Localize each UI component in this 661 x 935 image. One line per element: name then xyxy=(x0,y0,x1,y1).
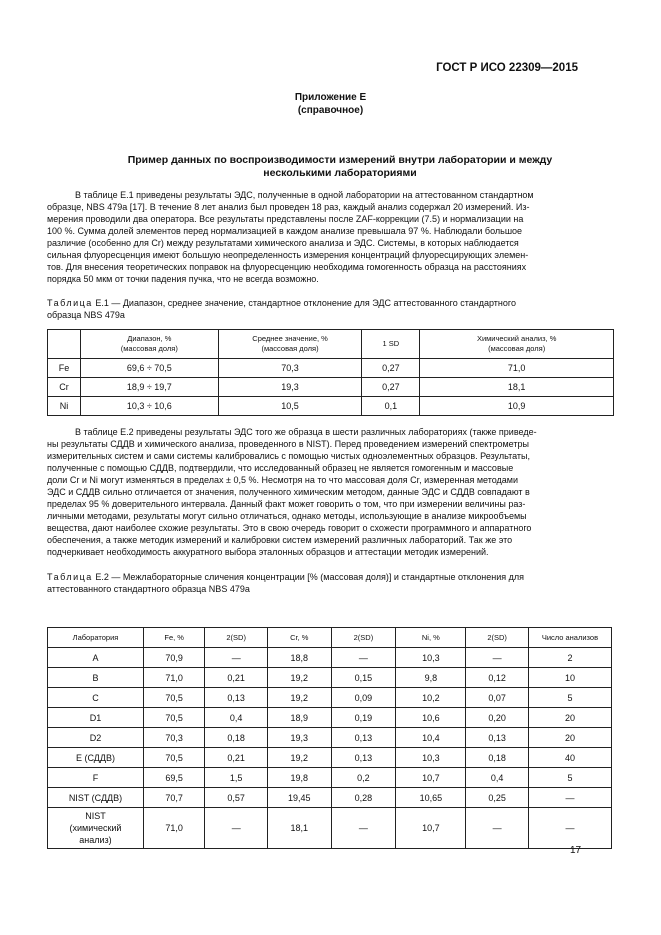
table1-cell: 0,1 xyxy=(362,397,420,416)
table2-cell: 70,7 xyxy=(143,788,204,808)
table2-cell: 0,18 xyxy=(466,748,529,768)
paragraph-line: измерительных систем и сами системы калибровались с помощью чистых одноэлементных образцов. Результаты, xyxy=(47,451,530,461)
table2-cell: 70,9 xyxy=(143,648,204,668)
paragraph-line: В таблице Е.1 приведены результаты ЭДС, полученные в одной лаборатории на аттестованном стандартном xyxy=(75,190,534,200)
paragraph-line: доли Cr и Ni могут изменяться в пределах ± 0,5 %. Несмотря на то что массовая доля Cr, измеренная методами xyxy=(47,475,519,485)
paragraph-line: пределах 95 % доверительного интервала. Данный факт может говорить о том, что при измерении величины раз- xyxy=(47,499,526,509)
table2-row xyxy=(48,748,612,768)
table2-cell: D1 xyxy=(48,708,144,728)
table2-row xyxy=(48,728,612,748)
table1-cell: 10,5 xyxy=(218,397,362,416)
table2-cell: — xyxy=(528,808,611,849)
table2-cell: 70,5 xyxy=(143,688,204,708)
table2-row xyxy=(48,788,612,808)
table2-cell: 0,4 xyxy=(205,708,268,728)
table2-cell: 2 xyxy=(528,648,611,668)
table1-header-text: 1 SD xyxy=(382,339,400,348)
page-number: 17 xyxy=(570,845,582,856)
paragraph-line: личными методами, результаты могут сильно отличаться, однако методы, использующие в анализе микрообъемы xyxy=(47,511,527,521)
table2-cell: 19,2 xyxy=(267,748,331,768)
table2-cell: 19,45 xyxy=(267,788,331,808)
table2-cell: 0,21 xyxy=(205,748,268,768)
table2-row xyxy=(48,688,612,708)
table2-cell: 10,6 xyxy=(396,708,466,728)
table2-cell: 70,5 xyxy=(143,708,204,728)
table1-cell: 19,3 xyxy=(218,378,362,397)
table1-cell: Fe xyxy=(48,359,81,378)
table2-header-cell: 2(SD) xyxy=(331,628,396,648)
table1-cell: 18,1 xyxy=(420,378,614,397)
table1-header-cell xyxy=(218,330,362,359)
table1-cell: 70,3 xyxy=(218,359,362,378)
table1-cell: 69,6 ÷ 70,5 xyxy=(80,359,218,378)
table2-cell: 20 xyxy=(528,708,611,728)
table2-cell: 0,4 xyxy=(466,768,529,788)
paragraph-line: порядка 50 мкм от точки падения пучка, что не всегда возможно. xyxy=(47,274,319,284)
table1-header-text: (массовая доля) xyxy=(120,344,178,353)
table-2 xyxy=(47,627,612,849)
table2-caption xyxy=(47,571,614,595)
table2-cell: 18,8 xyxy=(267,648,331,668)
table2-cell: 0,18 xyxy=(205,728,268,748)
paragraph-line: ЭДС и СДДВ сильно отличается от значения, полученного химическим методом, данные ЭДС и СДДВ совпадают в xyxy=(47,487,530,497)
section-title xyxy=(60,154,620,180)
table2-cell: 5 xyxy=(528,688,611,708)
table2-cell: 0,07 xyxy=(466,688,529,708)
table2-cell: B xyxy=(48,668,144,688)
table2-cell: 0,21 xyxy=(205,668,268,688)
table1-cell: 10,9 xyxy=(420,397,614,416)
table1-row xyxy=(48,359,614,378)
table2-row xyxy=(48,668,612,688)
table2-header-cell: Ni, % xyxy=(396,628,466,648)
table2-cell: 0,2 xyxy=(331,768,396,788)
table1-header-cell xyxy=(420,330,614,359)
table1-header-text: Среднее значение, % xyxy=(252,334,328,343)
table2-cell: A xyxy=(48,648,144,668)
paragraph-line: обеспечения, а также методик измерений и калибровки систем измерений различных лабораторий. Так же это xyxy=(47,535,513,545)
table2-cell: E (СДДВ) xyxy=(48,748,144,768)
table2-caption-label: Таблица xyxy=(47,572,93,582)
annex-title: Приложение Е xyxy=(294,92,367,103)
table2-cell: 5 xyxy=(528,768,611,788)
table1-cell: 0,27 xyxy=(362,378,420,397)
paragraph-line: В таблице Е.2 приведены результаты ЭДС того же образца в шести различных лабораториях (также приведе- xyxy=(75,427,537,437)
table1-row xyxy=(48,378,614,397)
table2-cell: 0,57 xyxy=(205,788,268,808)
table1-cell: 10,3 ÷ 10,6 xyxy=(80,397,218,416)
table2-cell: 0,20 xyxy=(466,708,529,728)
table2-cell: 19,2 xyxy=(267,688,331,708)
table2-cell: 10,7 xyxy=(396,808,466,849)
table-1 xyxy=(47,329,614,416)
table2-cell: — xyxy=(466,808,529,849)
table2-cell: 19,8 xyxy=(267,768,331,788)
table2-cell: 0,15 xyxy=(331,668,396,688)
paragraph-1 xyxy=(47,189,614,285)
section-title-line1: Пример данных по воспроизводимости измерений внутри лаборатории и между xyxy=(127,154,553,166)
table2-cell: NIST (СДДВ) xyxy=(48,788,144,808)
table1-cell: Cr xyxy=(48,378,81,397)
paragraph-line: образце, NBS 479a [17]. В течение 8 лет анализ был проведен 18 раз, каждый анализ содержал 20 измерений. Из- xyxy=(47,202,530,212)
table1-header-cell xyxy=(362,330,420,359)
table2-cell: 71,0 xyxy=(143,668,204,688)
table2-cell: — xyxy=(528,788,611,808)
table2-cell: C xyxy=(48,688,144,708)
standard-number: ГОСТ Р ИСО 22309—2015 xyxy=(436,62,578,74)
table1-header-text: (массовая доля) xyxy=(488,344,546,353)
table2-cell: 19,2 xyxy=(267,668,331,688)
table2-cell: 10 xyxy=(528,668,611,688)
table2-caption-text: Е.2 — Межлабораторные сличения концентрации [% (массовая доля)] и стандартные отклонения для xyxy=(95,572,525,582)
table2-cell: 0,13 xyxy=(205,688,268,708)
table1-caption-line2: образца NBS 479a xyxy=(47,310,125,320)
table2-cell: 10,65 xyxy=(396,788,466,808)
table2-cell: 18,9 xyxy=(267,708,331,728)
table1-header-text: (массовая доля) xyxy=(261,344,319,353)
section-title-line2: несколькими лабораториями xyxy=(263,167,417,179)
table2-cell: 69,5 xyxy=(143,768,204,788)
table2-cell: 70,5 xyxy=(143,748,204,768)
paragraph-line: подчеркивает необходимость аккуратного выбора эталонных образцов и аттестации методик измерений. xyxy=(47,547,489,557)
table2-row xyxy=(48,648,612,668)
paragraph-line: полученные с помощью СДДВ, подтвердили, что исследованный образец не является гомогенным и массовые xyxy=(47,463,514,473)
table1-caption-label: Таблица xyxy=(47,298,93,308)
annex-heading xyxy=(0,91,661,117)
table2-row xyxy=(48,768,612,788)
table2-header-cell: Fe, % xyxy=(143,628,204,648)
table2-cell: 19,3 xyxy=(267,728,331,748)
table2-cell: D2 xyxy=(48,728,144,748)
paragraph-line: мерения проводили два оператора. Все результаты представлены после ZAF-коррекции (7.5) и нормализации на xyxy=(47,214,524,224)
paragraph-line: тов. Для внесения теоретических поправок на флуоресценцию необходима гомогенность образца на расстояниях xyxy=(47,262,527,272)
table2-cell: 0,13 xyxy=(331,728,396,748)
table2-cell: 10,3 xyxy=(396,748,466,768)
annex-note: (справочное) xyxy=(297,105,364,116)
table1-cell: 71,0 xyxy=(420,359,614,378)
table2-cell: — xyxy=(331,648,396,668)
table2-header-cell: 2(SD) xyxy=(205,628,268,648)
table2-cell: 10,2 xyxy=(396,688,466,708)
table2-header-cell: Лаборатория xyxy=(48,628,144,648)
table2-cell: 20 xyxy=(528,728,611,748)
table2-cell: 70,3 xyxy=(143,728,204,748)
table2-cell: 40 xyxy=(528,748,611,768)
table2-cell: — xyxy=(205,648,268,668)
table2-cell: — xyxy=(331,808,396,849)
table2-caption-line2: аттестованного стандартного образца NBS 479a xyxy=(47,584,250,594)
paragraph-line: различие (особенно для Cr) между результатами химического анализа и ЭДС. Системы, в которых наблюдается xyxy=(47,238,519,248)
table2-cell: 0,28 xyxy=(331,788,396,808)
table2-cell: 0,25 xyxy=(466,788,529,808)
table1-header-cell xyxy=(48,330,81,359)
table1-cell: 18,9 ÷ 19,7 xyxy=(80,378,218,397)
table1-header-text: Диапазон, % xyxy=(127,334,172,343)
paragraph-line: вещества, дают наиболее схожие результаты. Это в свою очередь говорит о схожести программного и аппаратного xyxy=(47,523,532,533)
table2-cell: 0,09 xyxy=(331,688,396,708)
table1-cell: Ni xyxy=(48,397,81,416)
table2-cell: 10,4 xyxy=(396,728,466,748)
table2-cell: 1,5 xyxy=(205,768,268,788)
table1-cell: 0,27 xyxy=(362,359,420,378)
table2-cell: 0,12 xyxy=(466,668,529,688)
table2-row xyxy=(48,708,612,728)
table2-cell: NIST (химический анализ) xyxy=(48,808,144,849)
table2-header-cell: Cr, % xyxy=(267,628,331,648)
table1-caption-text: Е.1 — Диапазон, среднее значение, стандартное отклонение для ЭДС аттестованного стандартного xyxy=(95,298,516,308)
table2-cell: F xyxy=(48,768,144,788)
paragraph-2 xyxy=(47,426,614,558)
paragraph-line: сильная флуоресценция имеют большую неопределенность измерения концентраций флуоресцирующих элемен- xyxy=(47,250,529,260)
table2-cell: — xyxy=(466,648,529,668)
table2-cell: 18,1 xyxy=(267,808,331,849)
table2-cell: 0,19 xyxy=(331,708,396,728)
table2-cell: 10,7 xyxy=(396,768,466,788)
table2-cell: — xyxy=(205,808,268,849)
table1-header-text: Химический анализ, % xyxy=(476,334,557,343)
table2-cell: 71,0 xyxy=(143,808,204,849)
table2-row xyxy=(48,808,612,849)
table2-header-cell: Число анализов xyxy=(528,628,611,648)
paragraph-line: ны результаты СДДВ и химического анализа, проведенного в NIST). Перед проведением измерений спектрометры xyxy=(47,439,529,449)
table2-cell: 10,3 xyxy=(396,648,466,668)
table1-row xyxy=(48,397,614,416)
table1-header-cell xyxy=(80,330,218,359)
table2-header-cell: 2(SD) xyxy=(466,628,529,648)
table1-caption xyxy=(47,297,614,321)
table2-cell: 0,13 xyxy=(466,728,529,748)
table2-cell: 9,8 xyxy=(396,668,466,688)
table2-cell: 0,13 xyxy=(331,748,396,768)
paragraph-line: 100 %. Сумма долей элементов перед нормализацией в каждом анализе превышала 97 %. Наблюдали большое xyxy=(47,226,523,236)
